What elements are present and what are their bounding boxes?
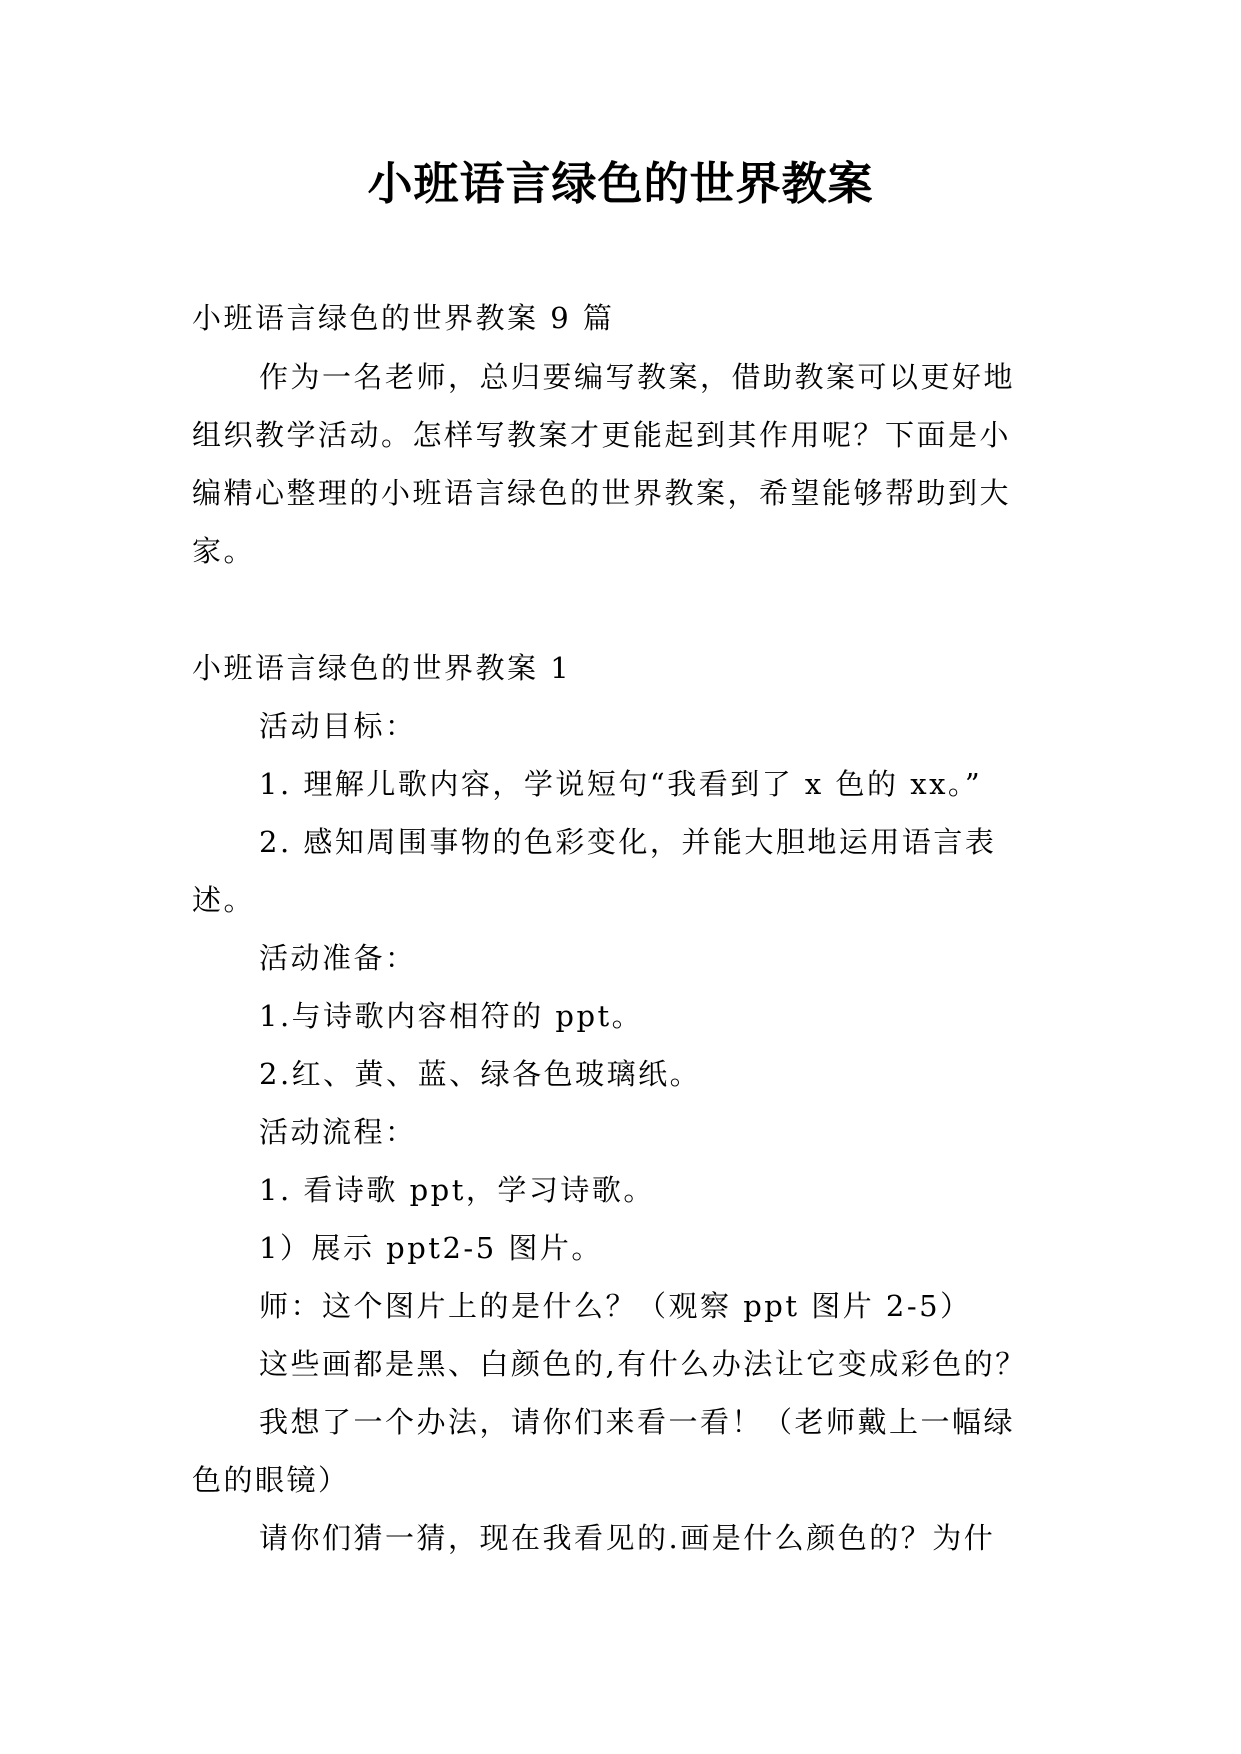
paragraph-line: 请你们猜一猜，现在我看见的.画是什么颜色的？为什 — [259, 1521, 996, 1555]
doc-subtitle: 小班语言绿色的世界教案 9 篇 — [192, 301, 615, 335]
paragraph-line: 1. 理解儿歌内容，学说短句“我看到了 x 色的 xx。” — [259, 767, 983, 801]
paragraph-line: 1.与诗歌内容相符的 ppt。 — [259, 999, 644, 1033]
paragraph-line: 2. 感知周围事物的色彩变化，并能大胆地运用语言表 — [259, 825, 997, 859]
paragraph-line: 这些画都是黑、白颜色的,有什么办法让它变成彩色的？ — [259, 1347, 1027, 1381]
paragraph-line: 师：这个图片上的是什么？（观察 ppt 图片 2-5） — [259, 1289, 972, 1323]
paragraph-line: 家。 — [192, 534, 256, 568]
paragraph-line: 组织教学活动。怎样写教案才更能起到其作用呢？下面是小 — [192, 418, 1012, 452]
paragraph-line: 编精心整理的小班语言绿色的世界教案，希望能够帮助到大 — [192, 476, 1012, 510]
paragraph-line: 1）展示 ppt2-5 图片。 — [259, 1231, 603, 1265]
paragraph-line: 活动准备： — [259, 941, 417, 975]
paragraph-line: 1. 看诗歌 ppt，学习诗歌。 — [259, 1173, 655, 1207]
paragraph-line: 2.红、黄、蓝、绿各色玻璃纸。 — [259, 1057, 702, 1091]
paragraph-line: 述。 — [192, 883, 256, 917]
section-heading: 小班语言绿色的世界教案 1 — [192, 651, 572, 685]
paragraph-line: 色的眼镜） — [192, 1463, 350, 1497]
paragraph-line: 活动流程： — [259, 1115, 417, 1149]
paragraph-line: 作为一名老师，总归要编写教案，借助教案可以更好地 — [259, 360, 1016, 394]
document-title: 小班语言绿色的世界教案 — [367, 157, 874, 210]
paragraph-line: 活动目标： — [259, 709, 417, 743]
paragraph-line: 我想了一个办法，请你们来看一看！（老师戴上一幅绿 — [259, 1405, 1016, 1439]
